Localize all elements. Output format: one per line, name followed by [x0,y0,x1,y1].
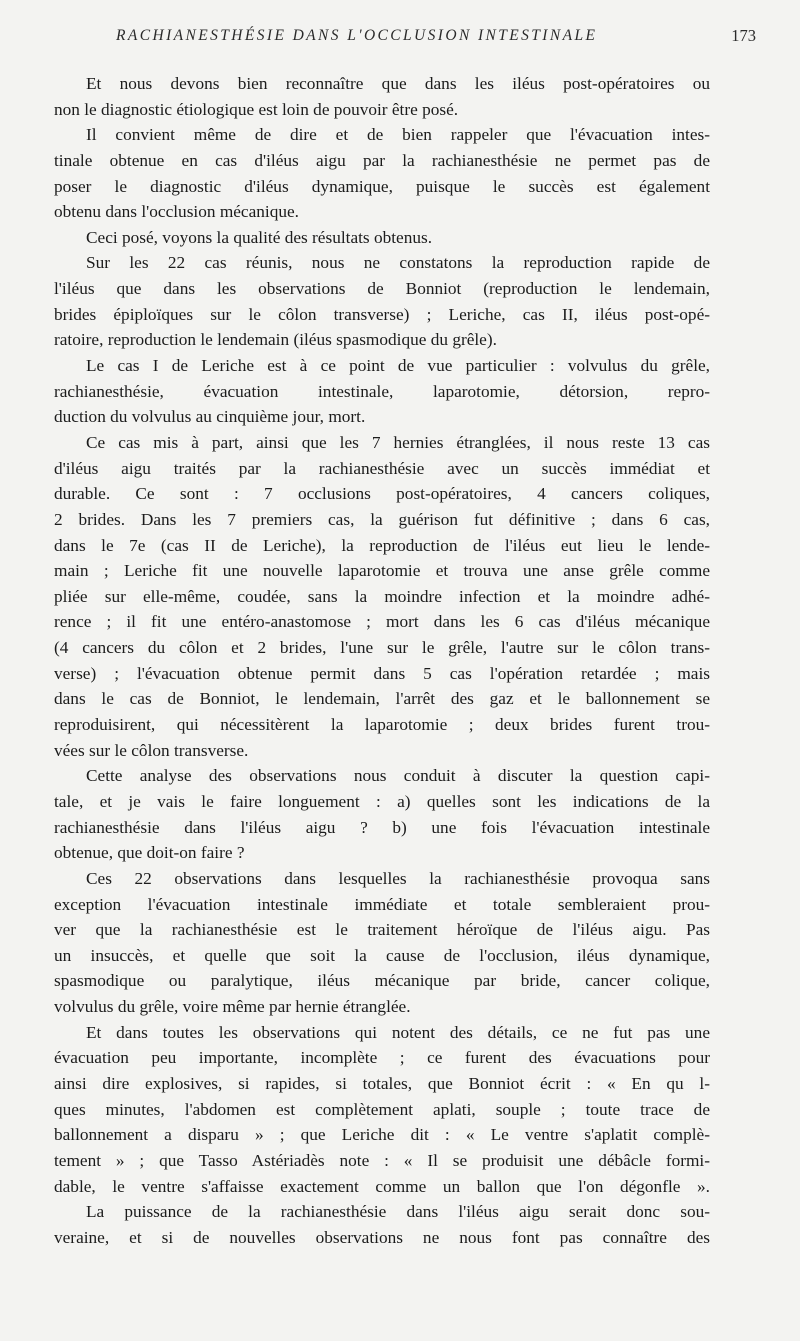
text-line: (4 cancers du côlon et 2 brides, l'une sur le grêle, l'autre sur le côlon trans- [54,638,710,658]
text-line: dans le cas de Bonniot, le lendemain, l'arrêt des gaz et le ballonnement se [54,689,710,709]
text-line: verse) ; l'évacuation obtenue permit dans 5 cas l'opération retardée ; mais [54,663,710,683]
text-line: Ceci posé, voyons la qualité des résultats obtenus. [86,227,433,247]
text-line: tinale obtenue en cas d'iléus aigu par la rachianesthésie ne permet pas de [54,150,710,170]
text-line: rence ; il fit une entéro-anastomose ; mort dans les 6 cas d'iléus mécanique [54,612,710,632]
text-line: dable, le ventre s'affaisse exactement comme un ballon que l'on dégonfle ». [54,1176,710,1196]
running-title: RACHIANESTHÉSIE DANS L'OCCLUSION INTESTINALE [116,27,598,44]
text-line: Il convient même de dire et de bien rappeler que l'évacuation intes- [86,125,710,145]
text-line: Ce cas mis à part, ainsi que les 7 hernies étranglées, il nous reste 13 cas [86,432,710,452]
text-line: exception l'évacuation intestinale immédiate et totale sembleraient prou- [54,894,710,914]
text-line: pliée sur elle-même, coudée, sans la moindre infection et la moindre adhé- [54,586,710,606]
text-line: rachianesthésie, évacuation intestinale, laparotomie, détorsion, repro- [54,381,710,401]
text-line: durable. Ce sont : 7 occlusions post-opératoires, 4 cancers coliques, [54,484,710,504]
text-line: Le cas I de Leriche est à ce point de vue particulier : volvulus du grêle, [86,356,710,376]
text-line: duction du volvulus au cinquième jour, mort. [54,407,366,427]
page-number: 173 [731,26,756,45]
text-line: l'iléus que dans les observations de Bonniot (reproduction le lendemain, [54,279,710,299]
text-line: main ; Leriche fit une nouvelle laparotomie et trouva une anse grêle comme [54,561,710,581]
text-line: veraine, et si de nouvelles observations ne nous font pas connaître des [54,1227,710,1247]
text-line: poser le diagnostic d'iléus dynamique, puisque le succès est également [54,176,710,196]
text-line: ques minutes, l'abdomen est complètement aplati, souple ; toute trace de [54,1099,710,1119]
text-line: tale, et je vais le faire longuement : a) quelles sont les indications de la [54,791,710,811]
page-header [116,27,756,51]
text-line: La puissance de la rachianesthésie dans l'iléus aigu serait donc sou- [86,1202,710,1222]
text-line: ver que la rachianesthésie est le traitement héroïque de l'iléus aigu. Pas [54,920,710,940]
text-line: Ces 22 observations dans lesquelles la rachianesthésie provoqua sans [86,868,710,888]
text-line: ballonnement a disparu » ; que Leriche dit : « Le ventre s'aplatit complè- [54,1125,710,1145]
text-line: évacuation peu importante, incomplète ; ce furent des évacuations pour [54,1048,710,1068]
text-line: Cette analyse des observations nous conduit à discuter la question capi- [86,766,710,786]
text-line: brides épiploïques sur le côlon transverse) ; Leriche, cas II, iléus post-opé- [54,304,710,324]
text-line: dans le 7e (cas II de Leriche), la reproduction de l'iléus eut lieu le lende- [54,535,710,555]
text-line: obtenu dans l'occlusion mécanique. [54,202,299,222]
text-line: Et dans toutes les observations qui notent des détails, ce ne fut pas une [86,1022,710,1042]
text-line: vées sur le côlon transverse. [54,740,249,760]
text-line: ratoire, reproduction le lendemain (iléus spasmodique du grêle). [54,330,497,350]
text-line: 2 brides. Dans les 7 premiers cas, la guérison fut définitive ; dans 6 cas, [54,509,710,529]
text-line: spasmodique ou paralytique, iléus mécanique par bride, cancer colique, [54,971,710,991]
text-line: Sur les 22 cas réunis, nous ne constatons la reproduction rapide de [86,253,710,273]
text-line: reproduisirent, qui nécessitèrent la laparotomie ; deux brides furent trou- [54,715,710,735]
body-text [54,71,710,1250]
text-line: volvulus du grêle, voire même par hernie étranglée. [54,997,411,1017]
text-line: tement » ; que Tasso Astériadès note : « Il se produisit une débâcle formi- [54,1150,710,1170]
text-line: un insuccès, et quelle que soit la cause de l'occlusion, iléus dynamique, [54,945,710,965]
text-line: obtenue, que doit-on faire ? [54,843,245,863]
text-line: d'iléus aigu traités par la rachianesthésie avec un succès immédiat et [54,458,710,478]
text-line: non le diagnostic étiologique est loin de pouvoir être posé. [54,99,459,119]
text-line: ainsi dire explosives, si rapides, si totales, que Bonniot écrit : « En qu l- [54,1073,710,1093]
text-line: rachianesthésie dans l'iléus aigu ? b) une fois l'évacuation intestinale [54,817,710,837]
text-line: Et nous devons bien reconnaître que dans les iléus post-opératoires ou [86,74,710,93]
